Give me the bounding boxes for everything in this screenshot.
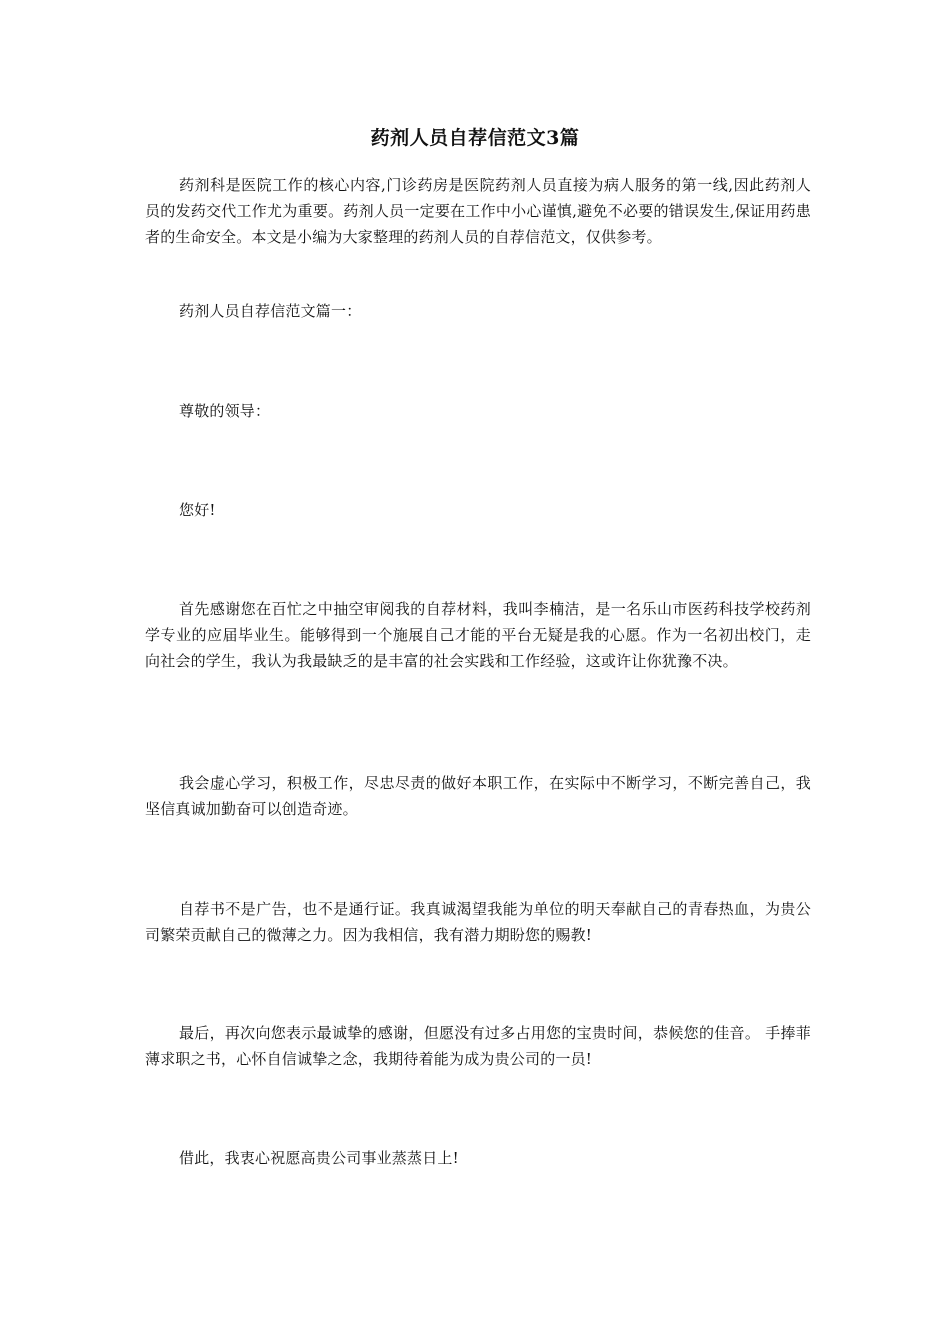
body-paragraph-1: 首先感谢您在百忙之中抽空审阅我的自荐材料，我叫李楠洁，是一名乐山市医药科技学校药剂学专业的应届毕业生。能够得到一个施展自己才能的平台无疑是我的心愿。作为一名初出校门，走向社会的学生，我认为我最缺乏的是丰富的社会实践和工作经验，这或许让你犹豫不决。 [145,600,811,670]
greeting: 您好! [179,501,216,519]
body-paragraph-2: 我会虚心学习，积极工作，尽忠尽责的做好本职工作，在实际中不断学习，不断完善自己，我坚信真诚加勤奋可以创造奇迹。 [145,774,811,818]
intro-paragraph: 药剂科是医院工作的核心内容,门诊药房是医院药剂人员直接为病人服务的第一线,因此药剂人员的发药交代工作尤为重要。药剂人员一定要在工作中小心谨慎,避免不必要的错误发生,保证用药患者的生命安全。本文是小编为大家整理的药剂人员的自荐信范文，仅供参考。 [145,176,811,246]
body-paragraph-4: 最后，再次向您表示最诚挚的感谢，但愿没有过多占用您的宝贵时间，恭候您的佳音。 手捧菲薄求职之书，心怀自信诚挚之念，我期待着能为成为贵公司的一员! [145,1024,811,1068]
document-title: 药剂人员自荐信范文3篇 [370,127,580,149]
section-heading: 药剂人员自荐信范文篇一： [179,302,362,320]
closing-wish: 借此，我衷心祝愿高贵公司事业蒸蒸日上! [179,1149,459,1167]
body-paragraph-3: 自荐书不是广告，也不是通行证。我真诚渴望我能为单位的明天奉献自己的青春热血，为贵公司繁荣贡献自己的微薄之力。因为我相信，我有潜力期盼您的赐教! [145,900,811,944]
salutation: 尊敬的领导： [179,402,271,420]
